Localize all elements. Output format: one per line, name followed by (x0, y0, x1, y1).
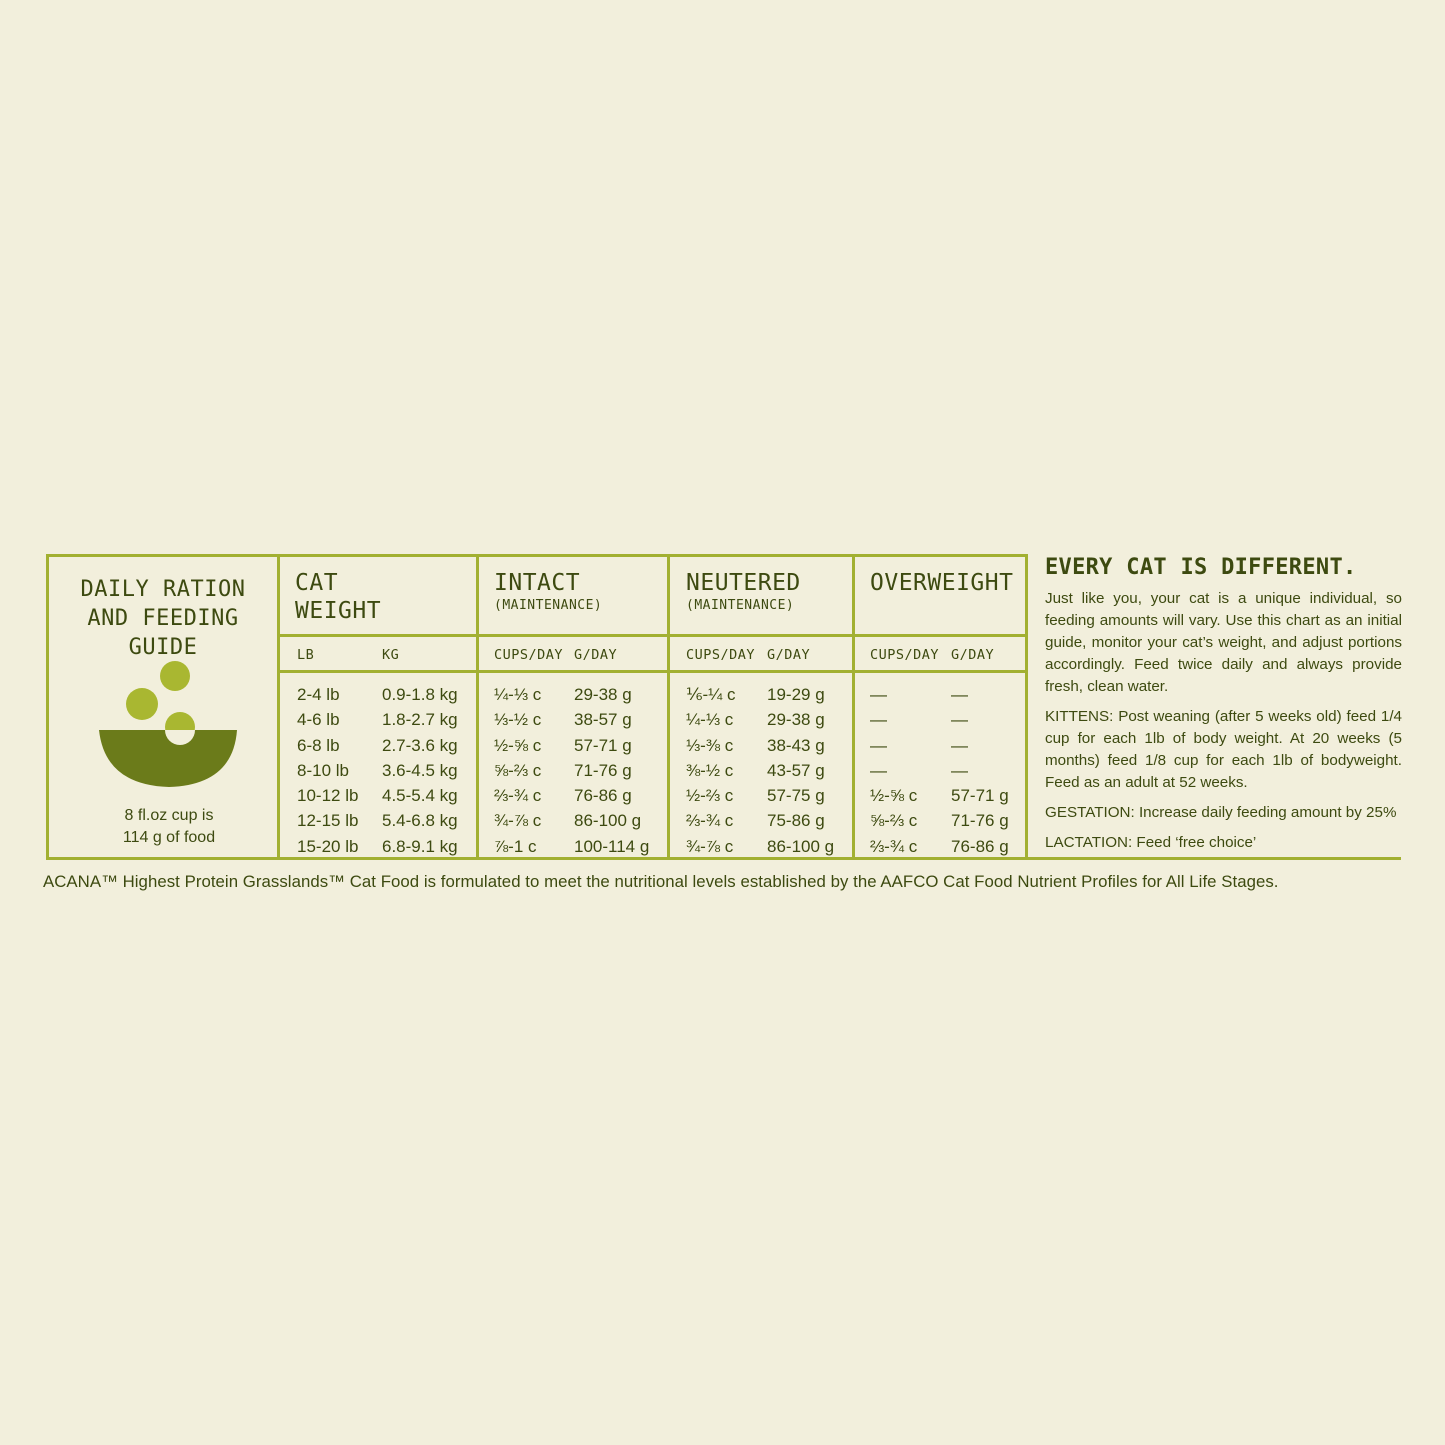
header-intact-title: INTACT (494, 570, 581, 596)
cell-intact-cups: ⅓-½ c (494, 710, 542, 730)
cup-note: 8 fl.oz cup is 114 g of food (122, 807, 216, 846)
cell-kg: 4.5-5.4 kg (382, 786, 458, 806)
cell-overweight-g: 57-71 g (951, 786, 1009, 806)
cell-intact-g: 100-114 g (574, 836, 650, 856)
header-overweight: OVERWEIGHT (870, 570, 1014, 596)
cell-overweight-g: 71-76 g (951, 811, 1009, 831)
side-panel (1045, 554, 1402, 862)
footer-note: ACANA™ Highest Protein Grasslands™ Cat Food is formulated to meet the nutritional levels established by the AAFCO Cat Food Nutrient Profiles for All Life Stages. (43, 872, 1279, 891)
side-intro: Just like you, your cat is a unique individual, so feeding amounts will vary. Use this chart as an initial guide, monitor your cat’s weight, and adjust portions accordingly. Feed twice daily and always provide fresh, clean water. (1045, 590, 1402, 695)
cell-neutered-cups: ½-⅔ c (686, 786, 734, 806)
cell-intact-cups: ½-⅝ c (494, 735, 542, 755)
cell-overweight-cups: — (870, 735, 887, 755)
cell-intact-g: 86-100 g (574, 811, 642, 831)
subheader-neutered-cups: CUPS/DAY (686, 647, 756, 663)
subheader-kg: KG (382, 647, 400, 663)
feeding-guide-table (46, 554, 1028, 860)
cell-intact-g: 57-71 g (574, 735, 632, 755)
column-overweight-g (951, 682, 1009, 859)
cell-neutered-cups: ¼-⅓ c (686, 710, 734, 730)
cell-kg: 5.4-6.8 kg (382, 811, 458, 831)
cell-intact-g: 29-38 g (574, 685, 632, 704)
header-neutered (686, 569, 801, 615)
column-intact-cups (494, 682, 541, 859)
bottom-rule (1028, 857, 1401, 860)
subheader-intact-cups: CUPS/DAY (494, 647, 564, 663)
column-neutered-cups (686, 682, 736, 859)
cell-kg: 3.6-4.5 kg (382, 760, 458, 780)
cell-intact-g: 76-86 g (574, 786, 632, 806)
cell-kg: 1.8-2.7 kg (382, 710, 458, 730)
cell-intact-g: 71-76 g (574, 760, 632, 780)
cell-neutered-cups: ⅔-¾ c (686, 811, 734, 831)
header-intact (494, 569, 602, 615)
gestation-label: GESTATION: (1045, 804, 1135, 821)
cell-neutered-g: 86-100 g (767, 836, 835, 856)
cell-neutered-cups: ⅙-¼ c (686, 685, 736, 704)
kittens-label: KITTENS: (1045, 708, 1114, 725)
divider (852, 557, 855, 857)
cell-kg: 6.8-9.1 kg (382, 836, 458, 856)
cell-neutered-g: 43-57 g (767, 760, 825, 780)
cell-neutered-cups: ¾-⅞ c (686, 836, 734, 856)
subheader-neutered-g: G/DAY (767, 647, 811, 663)
cell-intact-cups: ⅝-⅔ c (494, 760, 542, 780)
divider (277, 670, 1025, 673)
column-lb (297, 682, 358, 859)
kittens-text: Post weaning (after 5 weeks old) feed 1/4 cup for each 1lb of body weight. At 20 weeks (5 months) feed 1/8 cup for each 1lb of bodyweight. Feed as an adult at 52 weeks. (1045, 708, 1402, 791)
kittens-note (1045, 706, 1402, 794)
lactation-note (1045, 832, 1402, 854)
divider (476, 557, 479, 857)
cell-neutered-g: 75-86 g (767, 811, 825, 831)
cell-lb: 12-15 lb (297, 811, 359, 831)
cell-intact-cups: ¾-⅞ c (494, 811, 542, 831)
cell-lb: 15-20 lb (297, 836, 359, 856)
cell-neutered-cups: ⅜-½ c (686, 760, 734, 780)
header-cat-weight: CAT WEIGHT (295, 570, 382, 624)
cell-neutered-g: 57-75 g (767, 786, 825, 806)
cell-overweight-g: — (951, 710, 968, 730)
cell-lb: 6-8 lb (297, 735, 340, 755)
divider (667, 557, 670, 857)
cell-neutered-g: 19-29 g (767, 685, 825, 704)
header-neutered-title: NEUTERED (686, 570, 801, 596)
cell-intact-cups: ⅔-¾ c (494, 786, 542, 806)
lactation-label: LACTATION: (1045, 834, 1133, 851)
cell-overweight-g: — (951, 760, 968, 780)
cell-intact-cups: ¼-⅓ c (494, 685, 542, 704)
cell-neutered-g: 29-38 g (767, 710, 825, 730)
cell-kg: 2.7-3.6 kg (382, 735, 458, 755)
header-neutered-sub: (MAINTENANCE) (686, 598, 795, 613)
guide-title: DAILY RATION AND FEEDING GUIDE (80, 577, 246, 660)
cell-overweight-cups: — (870, 760, 887, 780)
cell-overweight-cups: ⅝-⅔ c (870, 811, 918, 831)
cell-overweight-cups: ½-⅝ c (870, 786, 918, 806)
cell-overweight-cups: ⅔-¾ c (870, 836, 918, 856)
cell-lb: 10-12 lb (297, 786, 359, 806)
cell-overweight-g: — (951, 685, 968, 704)
subheader-overweight-g: G/DAY (951, 647, 995, 663)
cell-overweight-g: 76-86 g (951, 836, 1009, 856)
cell-lb: 2-4 lb (297, 685, 340, 704)
cell-overweight-cups: — (870, 685, 887, 704)
cell-neutered-cups: ⅓-⅜ c (686, 735, 734, 755)
header-intact-sub: (MAINTENANCE) (494, 598, 603, 613)
lactation-text: Feed ‘free choice’ (1132, 834, 1257, 851)
gestation-text: Increase daily feeding amount by 25% (1134, 804, 1397, 821)
divider (277, 634, 1025, 637)
column-kg (382, 682, 458, 859)
column-intact-g (574, 682, 649, 859)
subheader-overweight-cups: CUPS/DAY (870, 647, 940, 663)
cell-intact-g: 38-57 g (574, 710, 632, 730)
cell-lb: 4-6 lb (297, 710, 340, 730)
subheader-lb: LB (297, 647, 315, 663)
cell-kg: 0.9-1.8 kg (382, 685, 458, 704)
column-overweight-cups (870, 682, 917, 859)
column-neutered-g (767, 682, 834, 859)
food-bowl-icon (97, 657, 242, 787)
side-title: EVERY CAT IS DIFFERENT. (1045, 555, 1357, 580)
intro-cell (49, 557, 277, 857)
cell-neutered-g: 38-43 g (767, 735, 825, 755)
cell-overweight-cups: — (870, 710, 887, 730)
cell-intact-cups: ⅞-1 c (494, 836, 537, 856)
cell-overweight-g: — (951, 735, 968, 755)
cell-lb: 8-10 lb (297, 760, 349, 780)
subheader-intact-g: G/DAY (574, 647, 618, 663)
gestation-note (1045, 802, 1402, 824)
